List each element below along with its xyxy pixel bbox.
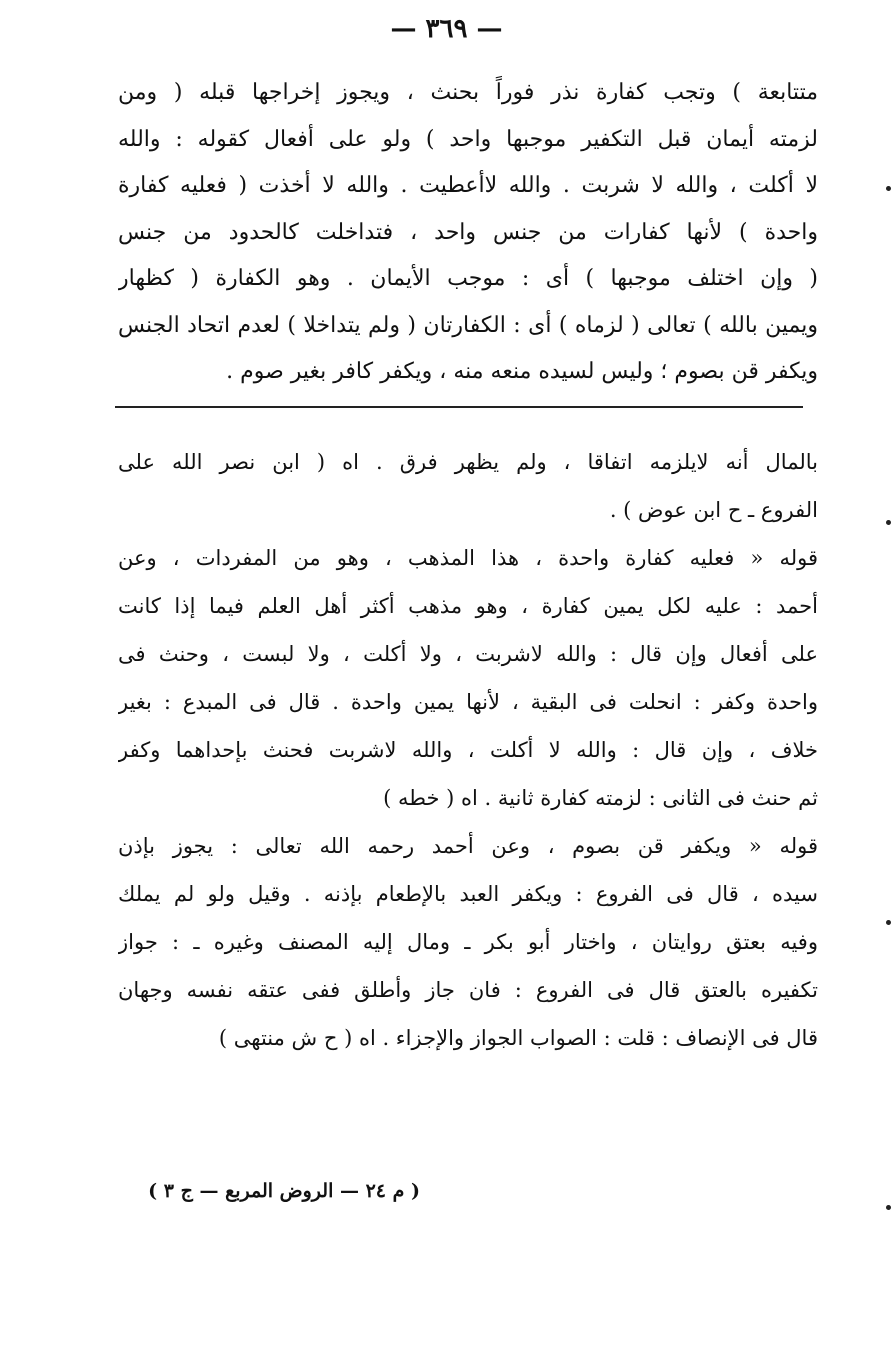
footnote-line: تكفيره بالعتق قال فى الفروع : فان جاز وأطلق ففى عتقه نفسه وجهان — [118, 978, 818, 1002]
margin-dot — [886, 1205, 891, 1210]
main-line: ( وإن اختلف موجبها ) أى : موجب الأيمان . وهو الكفارة ( كظهار — [118, 266, 818, 291]
footnote-line: ثم حنث فى الثانى : لزمته كفارة ثانية . اه ( خطه ) — [383, 786, 818, 810]
main-text — [118, 70, 818, 396]
footnote-line: قوله « فعليه كفارة واحدة ، هذا المذهب ، وهو من المفردات ، وعن — [118, 546, 818, 570]
main-line: ويمين بالله ) تعالى ( لزماه ) أى : الكفارتان ( ولم يتداخلا ) لعدم اتحاد الجنس — [118, 312, 818, 338]
footnote-line: وفيه بعتق روايتان ، واختار أبو بكر ـ ومال إليه المصنف وغيره ـ : جواز — [118, 930, 818, 954]
margin-dot — [886, 920, 891, 925]
main-line: متتابعة ) وتجب كفارة نذر فوراً بحنث ، ويجوز إخراجها قبله ( ومن — [118, 80, 818, 105]
footnote-line: خلاف ، وإن قال : والله لا أكلت ، والله لاشربت فحنث بإحداهما وكفر — [118, 738, 818, 762]
footnote-line: قال فى الإنصاف : قلت : الصواب الجواز والإجزاء . اه ( ح ش منتهى ) — [218, 1026, 818, 1050]
footnote-line: أحمد : عليه لكل يمين كفارة ، وهو مذهب أكثر أهل العلم فيما إذا كانت — [118, 594, 818, 618]
footnote-divider — [115, 406, 803, 408]
footnote-line: قوله « ويكفر قن بصوم ، وعن أحمد رحمه الله تعالى : يجوز بإذن — [118, 834, 818, 858]
footnote-line: واحدة وكفر : انحلت فى البقية ، لأنها يمين واحدة . قال فى المبدع : بغير — [118, 690, 818, 714]
page-footer: ( م ٢٤ — الروض المربع — ج ٣ ) — [148, 1180, 420, 1202]
footnote-line: على أفعال وإن قال : والله لاشربت ، ولا أكلت ، ولا لبست ، وحنث فى — [118, 642, 818, 666]
main-line: ويكفر قن بصوم ؛ وليس لسيده منعه منه ، ويكفر كافر بغير صوم . — [226, 359, 818, 384]
main-line: واحدة ) لأنها كفارات من جنس واحد ، فتداخلت كالحدود من جنس — [118, 219, 818, 245]
margin-dot — [886, 520, 891, 525]
footnote-line: بالمال أنه لايلزمه اتفاقا ، ولم يظهر فرق . اه ( ابن نصر الله على — [118, 450, 818, 474]
main-line: لا أكلت ، والله لا شربت . والله لاأعطيت . والله لا أخذت ( فعليه كفارة — [118, 173, 818, 198]
main-line: لزمته أيمان قبل التكفير موجبها واحد ) ولو على أفعال كقوله : والله — [118, 126, 818, 152]
margin-dot — [886, 186, 891, 191]
page-number: — ٣٦٩ — — [390, 14, 503, 44]
footnote-line: الفروع ـ ح ابن عوض ) . — [609, 498, 818, 522]
footnotes — [118, 438, 818, 1062]
footnote-line: سيده ، قال فى الفروع : ويكفر العبد بالإطعام بإذنه . وقيل ولو لم يملك — [118, 882, 818, 906]
